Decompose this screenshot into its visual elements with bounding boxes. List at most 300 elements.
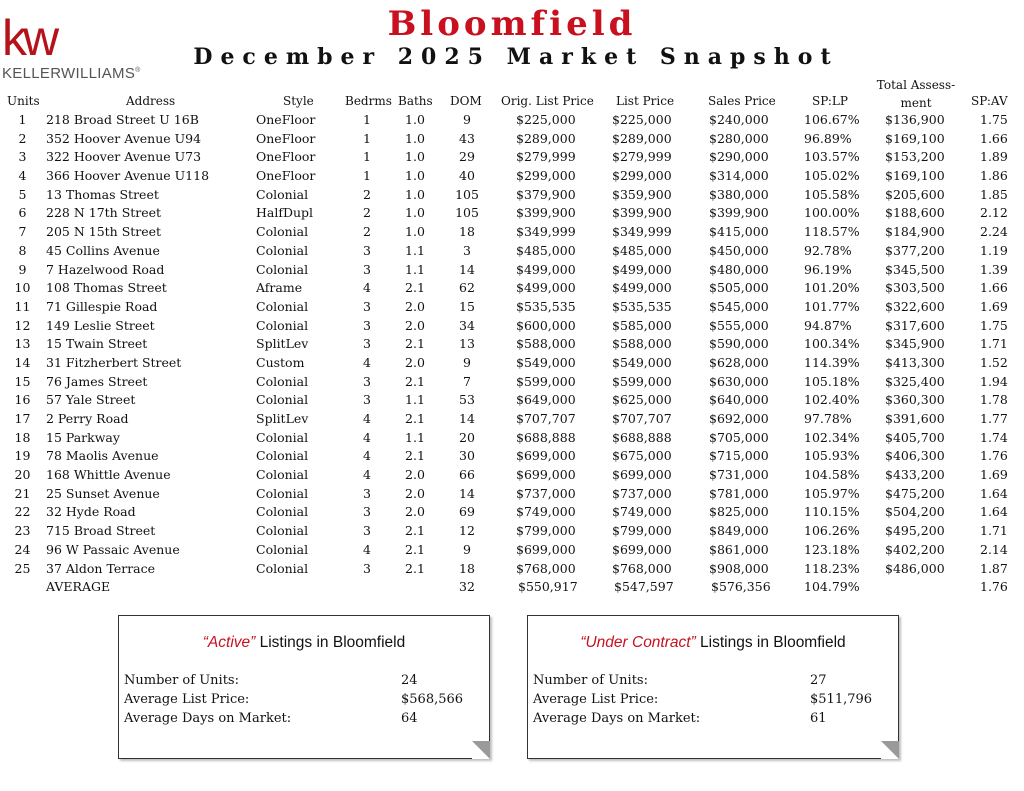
- cell-dom: 40: [459, 168, 475, 184]
- cell-sp-av: 1.89: [980, 149, 1008, 165]
- cell-sales-price: $590,000: [709, 336, 769, 352]
- average-list-price: $547,597: [614, 579, 674, 595]
- cell-dom: 29: [459, 149, 475, 165]
- cell-style: Colonial: [256, 448, 309, 464]
- cell-baths: 1.1: [405, 392, 425, 408]
- kw-logo-text: [2, 63, 141, 82]
- cell-total-assessment: $495,200: [885, 523, 945, 539]
- cell-baths: 2.1: [405, 560, 425, 576]
- active-dom-value: 64: [401, 711, 418, 726]
- cell-style: Colonial: [256, 317, 309, 333]
- active-units-label: Number of Units:: [124, 673, 239, 688]
- cell-dom: 53: [459, 392, 475, 408]
- cell-orig-list-price: $768,000: [516, 560, 576, 576]
- cell-unit: 20: [14, 467, 31, 483]
- cell-orig-list-price: $299,000: [516, 168, 576, 184]
- cell-bedrms: 3: [363, 373, 371, 389]
- cell-address: 168 Whittle Avenue: [46, 467, 171, 483]
- cell-address: 352 Hoover Avenue U94: [46, 130, 202, 146]
- cell-sp-av: 1.71: [980, 523, 1008, 539]
- cell-total-assessment: $205,600: [885, 186, 945, 202]
- cell-list-price: $707,707: [612, 411, 672, 426]
- active-box-title-text: Listings in Bloomfield: [255, 634, 406, 651]
- cell-total-assessment: $391,600: [885, 411, 945, 426]
- cell-orig-list-price: $737,000: [516, 485, 576, 501]
- cell-unit: 23: [14, 523, 31, 539]
- cell-unit: 16: [14, 392, 31, 408]
- cell-sp-lp: 104.58%: [804, 467, 860, 483]
- cell-address: 78 Maolis Avenue: [46, 448, 159, 464]
- cell-sales-price: $628,000: [709, 354, 769, 370]
- cell-baths: 2.0: [405, 354, 425, 370]
- cell-sp-av: 1.69: [980, 467, 1008, 483]
- cell-address: 15 Twain Street: [46, 336, 148, 352]
- cell-sales-price: $715,000: [709, 448, 769, 464]
- cell-bedrms: 4: [363, 448, 371, 464]
- cell-baths: 2.0: [405, 485, 425, 501]
- cell-bedrms: 3: [363, 336, 371, 352]
- cell-unit: 15: [14, 373, 31, 389]
- cell-sales-price: $781,000: [709, 485, 769, 501]
- cell-list-price: $549,000: [612, 354, 672, 370]
- cell-unit: 19: [14, 448, 31, 464]
- cell-sp-lp: 105.97%: [804, 485, 860, 501]
- cell-unit: 13: [14, 336, 31, 352]
- cell-total-assessment: $504,200: [885, 504, 945, 520]
- cell-list-price: $768,000: [612, 560, 672, 576]
- cell-bedrms: 3: [363, 504, 371, 520]
- cell-sp-lp: 96.89%: [804, 130, 852, 146]
- cell-sales-price: $555,000: [709, 317, 769, 333]
- table-row: [0, 354, 1024, 373]
- cell-baths: 1.0: [405, 205, 425, 221]
- table-row: [0, 485, 1024, 504]
- cell-sales-price: $825,000: [709, 504, 769, 520]
- cell-total-assessment: $475,200: [885, 485, 945, 501]
- cell-total-assessment: $402,200: [885, 541, 945, 557]
- cell-sp-av: 1.75: [980, 317, 1008, 333]
- cell-bedrms: 3: [363, 242, 371, 258]
- cell-unit: 18: [14, 429, 31, 445]
- cell-list-price: $749,000: [612, 504, 672, 520]
- cell-list-price: $289,000: [612, 130, 672, 146]
- cell-list-price: $299,000: [612, 168, 672, 184]
- cell-unit: 12: [14, 317, 31, 333]
- cell-baths: 2.0: [405, 467, 425, 483]
- cell-address: 7 Hazelwood Road: [46, 261, 165, 277]
- cell-sp-av: 1.64: [980, 504, 1008, 520]
- cell-sp-lp: 114.39%: [804, 354, 860, 370]
- table-row: [0, 391, 1024, 410]
- cell-dom: 14: [459, 485, 475, 501]
- cell-bedrms: 3: [363, 317, 371, 333]
- cell-sales-price: $908,000: [709, 560, 769, 576]
- cell-sp-av: 1.86: [980, 168, 1008, 184]
- cell-address: 149 Leslie Street: [46, 317, 155, 333]
- cell-address: 715 Broad Street: [46, 523, 156, 539]
- cell-unit: 2: [18, 130, 27, 146]
- cell-baths: 2.0: [405, 504, 425, 520]
- cell-orig-list-price: $279,999: [516, 149, 576, 165]
- table-row: [0, 541, 1024, 560]
- cell-sp-av: 1.66: [980, 280, 1008, 296]
- cell-dom: 20: [459, 429, 475, 445]
- cell-style: SplitLev: [256, 336, 309, 352]
- cell-orig-list-price: $600,000: [516, 317, 576, 333]
- cell-list-price: $499,000: [612, 261, 672, 277]
- cell-unit: 5: [18, 186, 27, 202]
- cell-baths: 2.1: [405, 336, 425, 352]
- cell-baths: 2.0: [405, 317, 425, 333]
- cell-address: 322 Hoover Avenue U73: [46, 149, 202, 165]
- cell-style: HalfDupl: [256, 205, 314, 221]
- cell-address: 228 N 17th Street: [46, 205, 162, 221]
- cell-list-price: $588,000: [612, 336, 672, 352]
- cell-sp-lp: 118.23%: [804, 560, 860, 576]
- cell-dom: 3: [463, 242, 471, 258]
- cell-orig-list-price: $699,000: [516, 467, 576, 483]
- cell-orig-list-price: $379,900: [516, 186, 576, 202]
- cell-bedrms: 4: [363, 411, 371, 426]
- active-units-value: 24: [401, 673, 418, 688]
- cell-bedrms: 1: [363, 168, 371, 184]
- cell-unit: 21: [14, 485, 31, 501]
- cell-bedrms: 1: [363, 130, 371, 146]
- cell-baths: 2.1: [405, 448, 425, 464]
- cell-dom: 13: [459, 336, 475, 352]
- cell-dom: 14: [459, 261, 475, 277]
- cell-address: 205 N 15th Street: [46, 224, 162, 240]
- table-row: [0, 148, 1024, 167]
- contract-box-title: [528, 634, 898, 652]
- cell-style: Colonial: [256, 242, 309, 258]
- table-row: [0, 167, 1024, 186]
- cell-sp-av: 1.64: [980, 485, 1008, 501]
- contract-dom-value: 61: [810, 711, 827, 726]
- cell-list-price: $399,900: [612, 205, 672, 221]
- cell-list-price: $225,000: [612, 112, 672, 127]
- contract-box-title-status: “Under Contract”: [580, 634, 696, 651]
- cell-style: SplitLev: [256, 411, 309, 426]
- header-total-assessment-line2: ment: [900, 96, 932, 110]
- average-label: AVERAGE: [46, 579, 111, 595]
- active-price-value: $568,566: [401, 692, 464, 707]
- table-row: [0, 298, 1024, 317]
- cell-bedrms: 4: [363, 280, 371, 296]
- average-dom: 32: [459, 579, 475, 595]
- cell-baths: 1.0: [405, 186, 425, 202]
- cell-style: Colonial: [256, 186, 309, 202]
- cell-total-assessment: $303,500: [885, 280, 945, 296]
- cell-unit: 3: [18, 149, 27, 165]
- cell-orig-list-price: $699,000: [516, 448, 576, 464]
- cell-total-assessment: $322,600: [885, 298, 945, 314]
- header-sp-lp: SP:LP: [812, 94, 848, 108]
- cell-list-price: $699,000: [612, 541, 672, 557]
- cell-sales-price: $505,000: [709, 280, 769, 296]
- header-bedrms: Bedrms: [345, 94, 392, 108]
- cell-style: Colonial: [256, 261, 309, 277]
- cell-sales-price: $290,000: [709, 149, 769, 165]
- cell-sales-price: $240,000: [709, 112, 769, 127]
- cell-style: OneFloor: [256, 112, 316, 127]
- table-row: [0, 242, 1024, 261]
- cell-orig-list-price: $749,000: [516, 504, 576, 520]
- active-box-title-status: “Active”: [202, 634, 256, 651]
- cell-orig-list-price: $688,888: [516, 429, 576, 445]
- cell-style: Colonial: [256, 523, 309, 539]
- cell-baths: 2.0: [405, 298, 425, 314]
- table-row: [0, 335, 1024, 354]
- cell-bedrms: 2: [363, 186, 371, 202]
- active-price-label: Average List Price:: [124, 692, 250, 707]
- cell-sales-price: $705,000: [709, 429, 769, 445]
- cell-baths: 2.1: [405, 373, 425, 389]
- cell-list-price: $279,999: [612, 149, 672, 165]
- header-sales-price: Sales Price: [708, 94, 776, 108]
- cell-style: OneFloor: [256, 130, 316, 146]
- cell-style: OneFloor: [256, 168, 316, 184]
- cell-sp-av: 1.74: [980, 429, 1008, 445]
- cell-style: Colonial: [256, 467, 309, 483]
- cell-total-assessment: $406,300: [885, 448, 945, 464]
- active-listings-box: [118, 615, 490, 759]
- cell-dom: 18: [459, 560, 475, 576]
- table-row: [0, 410, 1024, 429]
- active-dom-label: Average Days on Market:: [124, 711, 292, 726]
- cell-baths: 2.1: [405, 411, 425, 426]
- contract-box-title-text: Listings in Bloomfield: [695, 634, 846, 651]
- cell-baths: 1.1: [405, 429, 425, 445]
- table-row: [0, 279, 1024, 298]
- cell-sp-av: 1.52: [980, 354, 1008, 370]
- cell-list-price: $799,000: [612, 523, 672, 539]
- cell-unit: 10: [14, 280, 31, 296]
- cell-dom: 105: [455, 205, 479, 221]
- cell-bedrms: 3: [363, 485, 371, 501]
- cell-address: 45 Collins Avenue: [46, 242, 160, 258]
- table-row: [0, 522, 1024, 541]
- cell-sp-lp: 94.87%: [804, 317, 852, 333]
- cell-total-assessment: $184,900: [885, 224, 945, 240]
- cell-orig-list-price: $499,000: [516, 280, 576, 296]
- table-row: [0, 503, 1024, 522]
- cell-sp-lp: 110.15%: [804, 504, 860, 520]
- page-curl-decoration: [881, 741, 899, 759]
- cell-list-price: $585,000: [612, 317, 672, 333]
- contract-price-value: $511,796: [810, 692, 873, 707]
- contract-price-label: Average List Price:: [533, 692, 659, 707]
- cell-dom: 66: [459, 467, 475, 483]
- cell-address: 31 Fitzherbert Street: [46, 354, 182, 370]
- cell-sp-av: 1.85: [980, 186, 1008, 202]
- cell-dom: 34: [459, 317, 475, 333]
- cell-style: Colonial: [256, 392, 309, 408]
- cell-style: Colonial: [256, 298, 309, 314]
- cell-baths: 1.0: [405, 168, 425, 184]
- cell-dom: 12: [459, 523, 475, 539]
- cell-sp-av: 1.78: [980, 392, 1008, 408]
- cell-total-assessment: $405,700: [885, 429, 945, 445]
- cell-sales-price: $415,000: [709, 224, 769, 240]
- cell-sp-av: 1.76: [980, 448, 1008, 464]
- cell-baths: 1.1: [405, 242, 425, 258]
- header-address: Address: [126, 94, 176, 108]
- cell-orig-list-price: $699,000: [516, 541, 576, 557]
- cell-sp-av: 1.87: [980, 560, 1008, 576]
- average-row: [0, 578, 1024, 597]
- cell-total-assessment: $360,300: [885, 392, 945, 408]
- cell-sales-price: $480,000: [709, 261, 769, 277]
- cell-unit: 9: [18, 261, 27, 277]
- cell-unit: 8: [18, 242, 27, 258]
- cell-orig-list-price: $349,999: [516, 224, 576, 240]
- logo-wordmark: KELLERWILLIAMS: [2, 65, 136, 82]
- cell-list-price: $699,000: [612, 467, 672, 483]
- table-row: [0, 130, 1024, 149]
- cell-address: 96 W Passaic Avenue: [46, 541, 180, 557]
- cell-sp-av: 1.19: [980, 242, 1008, 258]
- cell-unit: 11: [14, 298, 31, 314]
- cell-style: Colonial: [256, 373, 309, 389]
- cell-baths: 1.0: [405, 224, 425, 240]
- cell-address: 15 Parkway: [46, 429, 120, 445]
- cell-total-assessment: $188,600: [885, 205, 945, 221]
- cell-address: 25 Sunset Avenue: [46, 485, 160, 501]
- cell-list-price: $499,000: [612, 280, 672, 296]
- table-row: [0, 223, 1024, 242]
- cell-orig-list-price: $499,000: [516, 261, 576, 277]
- cell-sp-av: 1.94: [980, 373, 1008, 389]
- cell-list-price: $675,000: [612, 448, 672, 464]
- average-sp-lp: 104.79%: [804, 579, 860, 595]
- cell-unit: 1: [18, 112, 27, 127]
- cell-style: Colonial: [256, 504, 309, 520]
- cell-dom: 105: [455, 186, 479, 202]
- cell-sales-price: $861,000: [709, 541, 769, 557]
- cell-sp-av: 1.66: [980, 130, 1008, 146]
- cell-sales-price: $280,000: [709, 130, 769, 146]
- cell-list-price: $485,000: [612, 242, 672, 258]
- cell-total-assessment: $377,200: [885, 242, 945, 258]
- cell-total-assessment: $413,300: [885, 354, 945, 370]
- cell-baths: 2.1: [405, 523, 425, 539]
- cell-dom: 62: [459, 280, 475, 296]
- contract-units-value: 27: [810, 673, 827, 688]
- cell-sales-price: $314,000: [709, 168, 769, 184]
- cell-orig-list-price: $599,000: [516, 373, 576, 389]
- table-row: [0, 204, 1024, 223]
- cell-sales-price: $545,000: [709, 298, 769, 314]
- cell-style: Aframe: [256, 280, 303, 296]
- cell-dom: 9: [463, 112, 471, 127]
- cell-baths: 2.1: [405, 541, 425, 557]
- cell-bedrms: 4: [363, 429, 371, 445]
- header-units: Units: [7, 94, 40, 108]
- cell-bedrms: 3: [363, 392, 371, 408]
- cell-total-assessment: $153,200: [885, 149, 945, 165]
- cell-baths: 1.1: [405, 261, 425, 277]
- cell-bedrms: 1: [363, 149, 371, 165]
- cell-list-price: $625,000: [612, 392, 672, 408]
- cell-sp-lp: 97.78%: [804, 411, 852, 426]
- page-subtitle: December 2025 Market Snapshot: [193, 44, 839, 70]
- cell-list-price: $359,900: [612, 186, 672, 202]
- cell-sp-lp: 118.57%: [804, 224, 860, 240]
- cell-orig-list-price: $549,000: [516, 354, 576, 370]
- listings-table-body: [0, 111, 1024, 597]
- cell-bedrms: 3: [363, 523, 371, 539]
- cell-style: Colonial: [256, 485, 309, 501]
- cell-sp-av: 2.12: [980, 205, 1008, 221]
- cell-sales-price: $380,000: [709, 186, 769, 202]
- cell-total-assessment: $345,500: [885, 261, 945, 277]
- cell-sales-price: $849,000: [709, 523, 769, 539]
- cell-bedrms: 4: [363, 467, 371, 483]
- table-row: [0, 317, 1024, 336]
- cell-baths: 1.0: [405, 130, 425, 146]
- cell-address: 2 Perry Road: [46, 411, 129, 426]
- header-style: Style: [283, 94, 314, 108]
- header-total-assessment-line1: Total Assess-: [876, 78, 956, 92]
- cell-sp-lp: 102.34%: [804, 429, 860, 445]
- cell-address: 76 James Street: [46, 373, 148, 389]
- cell-sp-lp: 105.18%: [804, 373, 860, 389]
- average-sales-price: $576,356: [711, 579, 771, 595]
- average-sp-av: 1.76: [980, 579, 1008, 595]
- header-baths: Baths: [398, 94, 433, 108]
- page-title: Bloomfield: [387, 4, 637, 44]
- cell-dom: 15: [459, 298, 475, 314]
- cell-sp-av: 1.75: [980, 112, 1008, 127]
- cell-sales-price: $399,900: [709, 205, 769, 221]
- cell-sp-lp: 105.02%: [804, 168, 860, 184]
- header-orig-list-price: Orig. List Price: [501, 94, 594, 108]
- cell-unit: 6: [18, 205, 27, 221]
- cell-sp-lp: 101.20%: [804, 280, 860, 296]
- cell-unit: 17: [14, 411, 31, 426]
- table-row: [0, 466, 1024, 485]
- cell-orig-list-price: $649,000: [516, 392, 576, 408]
- cell-total-assessment: $486,000: [885, 560, 945, 576]
- cell-unit: 7: [18, 224, 27, 240]
- table-row: [0, 111, 1024, 130]
- cell-total-assessment: $433,200: [885, 467, 945, 483]
- cell-address: 108 Thomas Street: [46, 280, 167, 296]
- cell-dom: 18: [459, 224, 475, 240]
- header-dom: DOM: [450, 94, 482, 108]
- cell-sp-av: 1.69: [980, 298, 1008, 314]
- table-row: [0, 186, 1024, 205]
- cell-sp-lp: 123.18%: [804, 541, 860, 557]
- cell-bedrms: 4: [363, 354, 371, 370]
- cell-address: 32 Hyde Road: [46, 504, 136, 520]
- cell-sp-lp: 96.19%: [804, 261, 852, 277]
- cell-list-price: $599,000: [612, 373, 672, 389]
- cell-address: 57 Yale Street: [46, 392, 136, 408]
- table-row: [0, 447, 1024, 466]
- cell-orig-list-price: $399,900: [516, 205, 576, 221]
- table-row: [0, 560, 1024, 579]
- cell-orig-list-price: $535,535: [516, 298, 576, 314]
- cell-orig-list-price: $225,000: [516, 112, 576, 127]
- cell-sp-lp: 105.93%: [804, 448, 860, 464]
- cell-total-assessment: $169,100: [885, 168, 945, 184]
- cell-orig-list-price: $707,707: [516, 411, 576, 426]
- cell-sp-lp: 106.67%: [804, 112, 860, 127]
- cell-list-price: $737,000: [612, 485, 672, 501]
- cell-bedrms: 3: [363, 261, 371, 277]
